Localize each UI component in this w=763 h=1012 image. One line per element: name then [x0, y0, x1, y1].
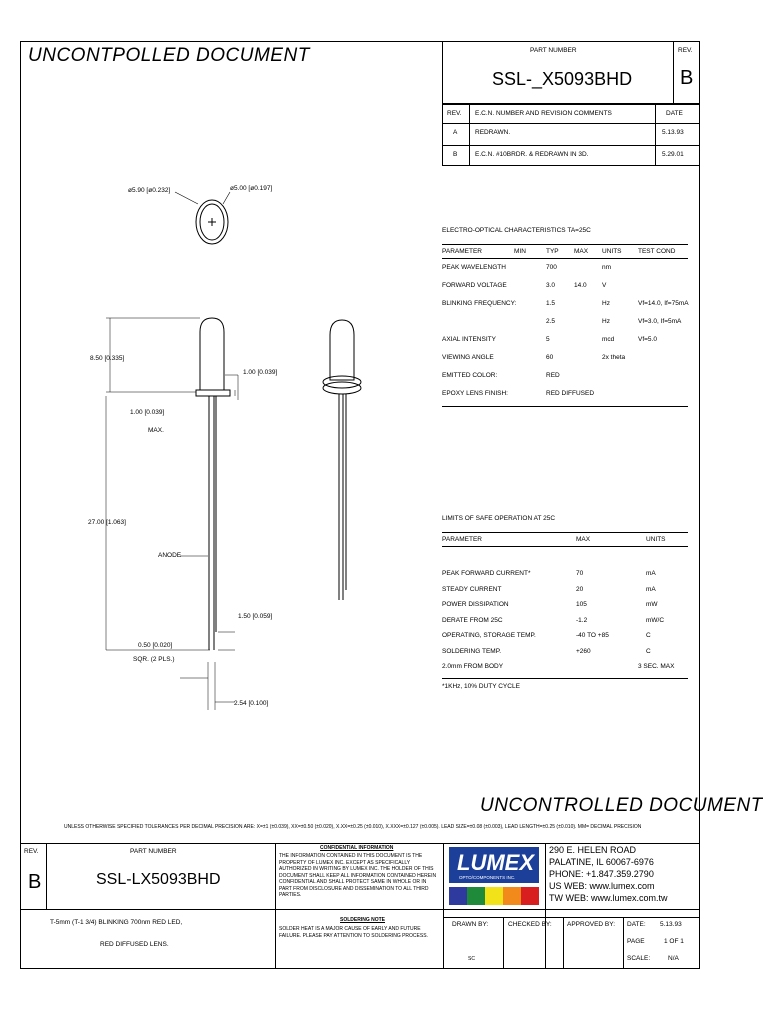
limits-footnote: *1KHz, 10% DUTY CYCLE	[442, 683, 520, 690]
us-web-link[interactable]: US WEB: www.lumex.com	[549, 881, 655, 891]
rev-value: B	[680, 67, 694, 89]
limits-row	[442, 628, 688, 644]
limits-row	[442, 659, 688, 675]
footer-part-number: SSL-LX5093BHD	[96, 871, 221, 888]
eo-cell-typ: 2.5	[546, 318, 556, 325]
solder-body: SOLDER HEAT IS A MAJOR CAUSE OF EARLY AND FUTURE FAILURE. PLEASE PAY ATTENTION TO SOLDERING PROCESS.	[279, 926, 428, 939]
eo-cell-param: AXIAL INTENSITY	[442, 336, 496, 343]
part-number-label: PART NUMBER	[530, 47, 577, 54]
eo-cell-max: 14.0	[574, 282, 587, 289]
dim-flange: 1.00 [0.039]	[243, 369, 278, 376]
address-line-1: 290 E. HELEN ROAD	[549, 845, 637, 855]
eo-cell-units: mcd	[602, 336, 615, 343]
limits-cell-units: mW/C	[646, 616, 665, 624]
limits-cell-units: mW	[646, 601, 658, 608]
eo-header-cell: MIN	[514, 248, 526, 255]
eo-cell-typ: RED DIFFUSED	[546, 390, 595, 397]
eo-cell-param: BLINKING FREQUENCY:	[442, 300, 517, 307]
logo-subtext: OPTO/COMPONENTS INC.	[459, 875, 516, 880]
limits-cell-param: OPERATING, STORAGE TEMP.	[442, 632, 536, 639]
eo-cell-param: EMITTED COLOR:	[442, 372, 498, 379]
limits-cell-param: PEAK FORWARD CURRENT*	[442, 570, 531, 577]
confidential-body: THE INFORMATION CONTAINED IN THIS DOCUMENT IS THE PROPERTY OF LUMEX INC. EXCEPT AS SPECIFICALLY AUTHORIZED IN WRITING BY LUMEX INC. THE HOLDER OF THIS DOCUMENT SHALL KEEP ALL INFORMATION CONTAINED HEREIN CONFIDENTIAL AND SHALL PROTECT SAME IN WHOLE OR IN PART FROM DISCLOSURE AND DISSEMINATION TO ALL THIRD PARTIES.	[279, 853, 437, 898]
eo-cell-param: FORWARD VOLTAGE	[442, 282, 507, 289]
limits-header-row	[442, 532, 688, 548]
lumex-logo	[445, 845, 543, 909]
dim-lead-square: 0.50 [0.020]	[138, 642, 173, 649]
rev-row-a: A	[453, 129, 458, 136]
eo-row	[442, 332, 688, 348]
checked-by-label: CHECKED BY:	[508, 921, 552, 928]
limits-row	[442, 566, 688, 582]
uncontrolled-bottom-label: UNCONTROLLED DOCUMENT	[480, 795, 763, 816]
phone: PHONE: +1.847.359.2790	[549, 869, 654, 879]
eo-row	[442, 260, 688, 276]
eo-cell-typ: 1.5	[546, 300, 556, 307]
rev-row-b: B	[453, 151, 458, 158]
footer-rev-value: B	[28, 871, 42, 893]
dim-height: 8.50 [0.335]	[90, 355, 125, 362]
eo-header-cell: TYP	[546, 248, 559, 255]
limits-cell-max: -1.2	[576, 616, 588, 624]
limits-cell-param: DERATE FROM 25C	[442, 616, 503, 624]
rev-row-a-date: 5.13.93	[662, 129, 684, 136]
limits-row	[442, 613, 688, 629]
eo-header-cell: UNITS	[602, 248, 622, 255]
footer-part-number-label: PART NUMBER	[130, 848, 177, 855]
limits-cell-units: 3 SEC. MAX	[638, 663, 675, 670]
limits-header-cell: PARAMETER	[442, 536, 482, 543]
ecn-col-header: E.C.N. NUMBER AND REVISION COMMENTS	[475, 110, 612, 117]
description-line-2: RED DIFFUSED LENS.	[100, 941, 169, 948]
eo-cell-units: Hz	[602, 300, 610, 307]
eo-cell-units: nm	[602, 264, 612, 271]
eo-cell-param: EPOXY LENS FINISH:	[442, 390, 508, 397]
limits-cell-param: STEADY CURRENT	[442, 585, 502, 593]
eo-cell-typ: 700	[546, 264, 557, 271]
dim-lead-short: 1.50 [0.059]	[238, 613, 273, 620]
page-label: PAGE	[627, 938, 645, 945]
eo-cell-param: PEAK WAVELENGTH	[442, 264, 506, 271]
page-value: 1 OF 1	[664, 938, 684, 945]
eo-row	[442, 314, 688, 330]
limits-row	[442, 582, 688, 598]
tw-web-link[interactable]: TW WEB: www.lumex.com.tw	[549, 893, 668, 903]
eo-header-row	[442, 244, 688, 260]
limits-cell-max: 20	[576, 585, 584, 593]
eo-cell-typ: 3.0	[546, 282, 556, 289]
rev-row-a-comment: REDRAWN.	[475, 129, 511, 136]
eo-cell-typ: RED	[546, 372, 560, 379]
date-label: DATE:	[627, 921, 646, 928]
date-col-header: DATE	[666, 110, 683, 117]
limits-cell-max: 70	[576, 570, 584, 577]
limits-cell-param: SOLDERING TEMP.	[442, 647, 501, 655]
limits-cell-units: mA	[646, 570, 656, 577]
tolerance-note: UNLESS OTHERWISE SPECIFIED TOLERANCES PER DECIMAL PRECISION ARE: X=±1 (±0.039), XX=±0.50 (±0.020), X.XX=±0.25 (±0.010), X.XXX=±0.127 (±0.005). LEAD SIZE=±0.08 (±0.003), LEAD LENGTH=±0.25 (±0.010). MM= DECIMAL PRECISION	[64, 824, 642, 830]
eo-row	[442, 296, 688, 312]
eo-cell-units: Hz	[602, 318, 610, 325]
limits-cell-units: mA	[646, 585, 656, 593]
confidential-title: CONFIDENTIAL INFORMATION	[320, 845, 394, 851]
max-label: MAX.	[148, 427, 164, 434]
eo-row	[442, 278, 688, 294]
led-drawing	[60, 170, 380, 730]
rev-col-header: REV.	[447, 110, 462, 117]
limits-cell-param: 2.0mm FROM BODY	[442, 663, 504, 670]
description-line-1: T-5mm (T-1 3/4) BLINKING 700nm RED LED,	[50, 919, 183, 926]
logo-text: LUMEX	[457, 850, 534, 875]
dim-pitch: 2.54 [0.100]	[234, 700, 269, 707]
eo-row	[442, 386, 688, 402]
eo-header-cell: PARAMETER	[442, 248, 482, 255]
limits-cell-units: C	[646, 632, 651, 639]
part-number-value: SSL-_X5093BHD	[492, 69, 633, 89]
sqr-label: SQR. (2 PLS.)	[133, 656, 175, 663]
eo-cell-param: VIEWING ANGLE	[442, 354, 494, 361]
anode-label: ANODE	[158, 552, 182, 559]
eo-cell-units: V	[602, 282, 607, 289]
eo-row	[442, 368, 688, 384]
eo-cell-typ: 60	[546, 354, 554, 361]
rev-label: REV.	[678, 47, 693, 54]
limits-title: LIMITS OF SAFE OPERATION AT 25C	[442, 515, 556, 522]
approved-by-label: APPROVED BY:	[567, 921, 616, 928]
scale-label: SCALE:	[627, 955, 651, 962]
eo-cell-cond: Vf=5.0	[638, 336, 657, 343]
limits-row	[442, 644, 688, 660]
address-line-2: PALATINE, IL 60067-6976	[549, 857, 654, 867]
eo-cell-units: 2x theta	[602, 354, 626, 361]
eo-row	[442, 350, 688, 366]
eo-cell-cond: Vf=3.0, If=5mA	[638, 318, 682, 325]
dim-flange-left: 1.00 [0.039]	[130, 409, 165, 416]
limits-cell-max: -40 TO +85	[576, 632, 609, 639]
dim-diameter-outer: ø5.90 [ø0.232]	[128, 187, 171, 194]
scale-value: N/A	[668, 955, 679, 962]
limits-row	[442, 597, 688, 613]
uncontrolled-top-label: UNCONTPOLLED DOCUMENT	[28, 45, 310, 66]
limits-cell-max: +260	[576, 647, 591, 655]
rev-row-b-date: 5.29.01	[662, 151, 684, 158]
date-value: 5.13.93	[660, 921, 682, 928]
footer-rev-label: REV.	[24, 848, 39, 855]
limits-cell-param: POWER DISSIPATION	[442, 601, 509, 608]
eo-cell-cond: Vf=14.0, If=75mA	[638, 300, 689, 307]
eo-cell-typ: 5	[546, 336, 550, 343]
eo-title: ELECTRO-OPTICAL CHARACTERISTICS TA=25C	[442, 227, 591, 234]
rev-row-b-comment: E.C.N. #10BRDR. & REDRAWN IN 3D.	[475, 151, 589, 158]
drawn-by-value: SC	[468, 956, 475, 962]
limits-cell-max: 105	[576, 601, 587, 608]
limits-header-cell: MAX	[576, 536, 591, 543]
solder-title: SOLDERING NOTE	[340, 917, 386, 923]
limits-cell-units: C	[646, 647, 651, 655]
dim-diameter-inner: ø5.00 [ø0.197]	[230, 185, 273, 192]
drawn-by-label: DRAWN BY:	[452, 921, 489, 928]
eo-header-cell: TEST COND	[638, 248, 676, 255]
eo-header-cell: MAX	[574, 248, 589, 255]
limits-header-cell: UNITS	[646, 536, 666, 543]
dim-lead-length: 27.00 [1.063]	[88, 519, 126, 526]
